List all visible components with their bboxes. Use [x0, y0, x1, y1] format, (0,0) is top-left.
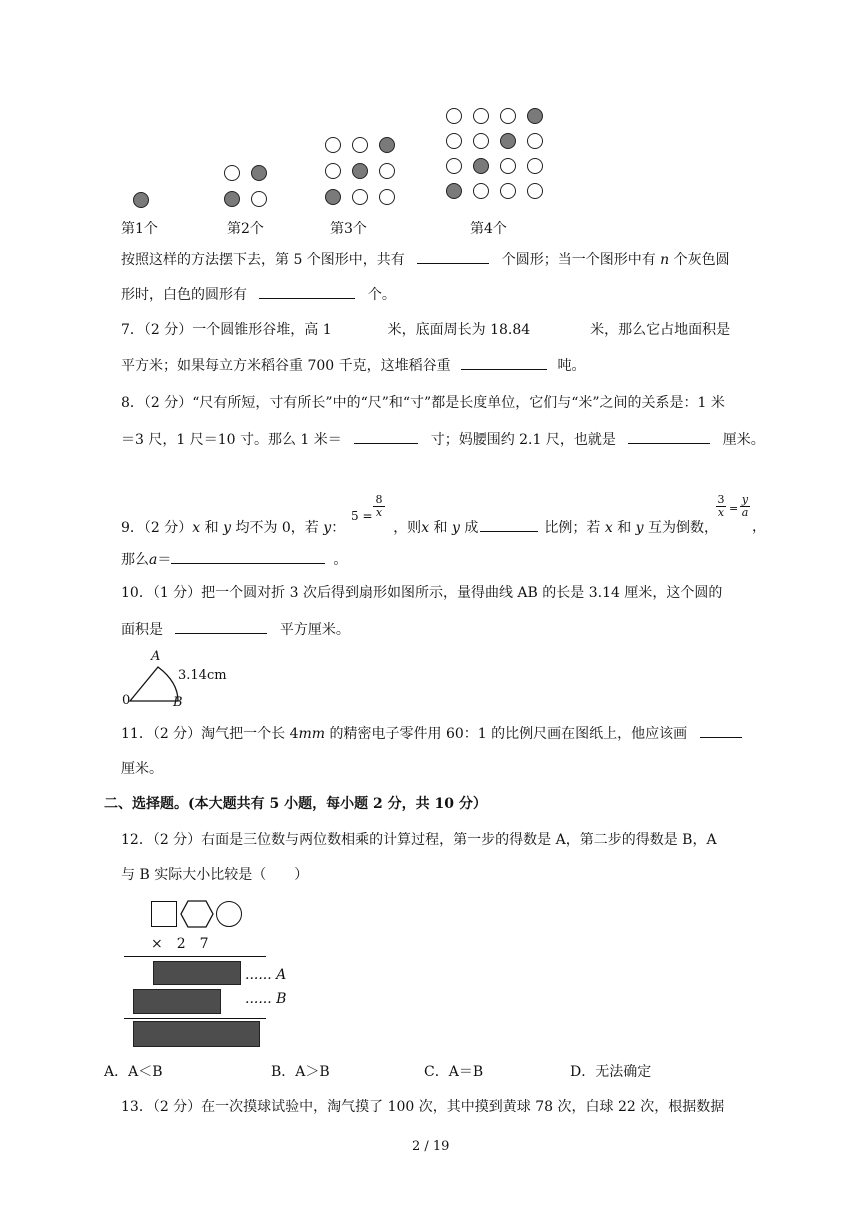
- partial-product-a: [153, 961, 241, 985]
- gray-circle: [527, 108, 543, 124]
- white-circle: [500, 183, 516, 199]
- q9-text: 和: [617, 520, 632, 536]
- fraction-denominator: x: [717, 506, 725, 519]
- q9-text: ：: [331, 520, 346, 536]
- figure-label: 第2个: [227, 221, 264, 237]
- white-circle: [473, 108, 489, 124]
- white-circle: [352, 189, 368, 205]
- q10-text: 面积是: [121, 622, 163, 638]
- q9-var-x: x: [604, 520, 613, 536]
- q6-text: 个灰色圆: [673, 252, 730, 268]
- white-circle: [251, 191, 267, 207]
- figure-label: 第1个: [121, 221, 158, 237]
- fraction-numerator: 3: [717, 493, 725, 506]
- fraction-numerator: 8: [375, 493, 383, 506]
- gray-circle: [251, 165, 267, 181]
- label-a: ...... A: [245, 967, 287, 983]
- q9-text: 互为倒数，: [648, 520, 719, 536]
- white-circle: [325, 163, 341, 179]
- multiplication-figure: [0, 895, 868, 1055]
- q6-line-2: [121, 284, 396, 305]
- fraction-denominator: a: [741, 506, 749, 519]
- q9-var-y: y: [223, 520, 231, 536]
- final-product: [133, 1021, 260, 1047]
- answer-blank[interactable]: [259, 284, 355, 299]
- circle-pattern-figure: [0, 0, 868, 240]
- q6-text: 个圆形；当一个图形中有: [501, 252, 656, 268]
- q8-text: 8．（2 分）“尺有所短，寸有所长”中的“尺”和“寸”都是长度单位，它们与“米”之间的关系是：1 米: [121, 395, 725, 411]
- q9-text: 比例；若: [544, 520, 601, 536]
- figure-label: 第4个: [470, 221, 507, 237]
- q9-line-1: [121, 517, 718, 538]
- q7-text: 平方米；如果每立方米稻谷重 700 千克，这堆稻谷重: [121, 358, 451, 374]
- product-line: [124, 956, 266, 957]
- q13-text: 13．（2 分）在一次摸球试验中，淘气摸了 100 次，其中摸到黄球 78 次，白球 22 次，根据数据: [121, 1099, 725, 1115]
- q7-text: 7．（2 分）一个圆锥形谷堆，高 1: [121, 322, 332, 338]
- q9-var-y: y: [323, 520, 332, 536]
- q9-eq-fraction: [373, 494, 385, 519]
- gray-circle: [379, 137, 395, 153]
- partial-product-b: [133, 989, 221, 1014]
- answer-blank[interactable]: [171, 549, 325, 564]
- white-circle: [352, 137, 368, 153]
- q9-equation-1: [351, 494, 391, 534]
- q10-text: 平方厘米。: [279, 622, 350, 638]
- q9-text: 和: [204, 520, 219, 536]
- white-circle: [446, 133, 462, 149]
- q12-text: 12．（2 分）右面是三位数与两位数相乘的计算过程，第一步的得数是 A，第二步的得数是 B，A: [121, 832, 717, 848]
- q7-text: 米，那么它占地面积是: [590, 322, 731, 338]
- answer-blank[interactable]: [354, 429, 418, 444]
- q7-text: 吨。: [557, 358, 586, 374]
- q9-text: ＝: [157, 552, 172, 568]
- white-circle: [500, 158, 516, 174]
- gray-circle: [325, 189, 341, 205]
- white-circle: [473, 133, 489, 149]
- q9-text: 成: [464, 520, 479, 536]
- multiplier-row: × 2 7: [151, 936, 209, 952]
- q7-text: 米，底面周长为 18.84: [387, 322, 531, 338]
- q9-text: ，则: [393, 520, 422, 536]
- gray-circle: [473, 158, 489, 174]
- white-circle: [527, 158, 543, 174]
- white-circle: [224, 165, 240, 181]
- answer-blank[interactable]: [461, 355, 547, 370]
- answer-blank[interactable]: [175, 619, 267, 634]
- sector-label-a: A: [151, 649, 161, 664]
- q12-line-2: [121, 865, 308, 885]
- answer-blank[interactable]: [700, 723, 742, 738]
- q9-line-2: [121, 549, 347, 570]
- figure-label: 第3个: [330, 221, 367, 237]
- q8-line-1: [121, 393, 725, 413]
- option-d[interactable]: D．无法确定: [570, 1064, 652, 1080]
- q8-line-2: [121, 429, 765, 450]
- q7-line-2: [121, 355, 586, 376]
- sector-shape: [130, 667, 178, 701]
- white-circle: [325, 137, 341, 153]
- fraction-numerator: y: [741, 493, 749, 506]
- white-circle: [379, 189, 395, 205]
- q11-unit-mm: mm: [298, 726, 326, 742]
- q9-var-x: x: [192, 520, 201, 536]
- gray-circle: [352, 163, 368, 179]
- q9-comma: ，: [752, 519, 766, 535]
- q13-line-1: [121, 1097, 724, 1117]
- q10-line-2: [121, 619, 350, 640]
- option-c[interactable]: C．A＝B: [424, 1064, 484, 1080]
- white-circle: [527, 133, 543, 149]
- white-circle: [446, 108, 462, 124]
- q9-text: 。: [333, 552, 348, 568]
- label-b: ...... B: [245, 991, 287, 1007]
- q9-eq-fraction: [740, 494, 750, 519]
- gray-circle: [446, 183, 462, 199]
- answer-blank[interactable]: [417, 249, 489, 264]
- gray-circle: [500, 133, 516, 149]
- q6-line-1: [121, 249, 730, 270]
- white-circle: [527, 183, 543, 199]
- sector-label-o: 0: [122, 693, 131, 708]
- q6-text: 个。: [367, 287, 396, 303]
- sum-line: [124, 1018, 266, 1019]
- sector-label-b: B: [173, 695, 183, 710]
- answer-blank[interactable]: [480, 517, 538, 532]
- q6-text: 形时，白色的圆形有: [121, 287, 247, 303]
- page-number: 2 / 19: [412, 1139, 450, 1154]
- white-circle: [473, 183, 489, 199]
- q9-var-y: y: [452, 520, 460, 536]
- white-circle: [446, 158, 462, 174]
- q9-text: 那么: [121, 552, 149, 568]
- answer-blank[interactable]: [628, 429, 710, 444]
- q9-var-y: y: [635, 520, 644, 536]
- q6-var-n: n: [660, 252, 670, 268]
- option-b[interactable]: B．A＞B: [271, 1064, 330, 1080]
- circle-shape: [216, 901, 242, 927]
- white-circle: [500, 108, 516, 124]
- q9-eq-fraction: [716, 494, 726, 519]
- q10-text: 10．（1 分）把一个圆对折 3 次后得到扇形如图所示，量得曲线 AB 的长是 3.14 厘米，这个圆的: [121, 585, 723, 601]
- q9-var-a: a: [149, 552, 158, 568]
- gray-circle: [224, 191, 240, 207]
- q9-text: 和: [433, 520, 448, 536]
- q11-text: 厘米。: [121, 761, 163, 777]
- gray-circle: [133, 192, 149, 208]
- q9-eq-equals: =: [729, 502, 739, 515]
- square-shape: [151, 901, 177, 927]
- option-a[interactable]: A．A＜B: [104, 1064, 163, 1080]
- q9-text: 均不为 0，若: [235, 520, 319, 536]
- sector-label-len: 3.14cm: [178, 668, 227, 683]
- white-circle: [379, 163, 395, 179]
- hexagon-shape: [180, 900, 214, 928]
- q12-line-1: [121, 830, 717, 850]
- q9-eq-left: 5 =: [351, 509, 373, 523]
- section-heading: 二、选择题。(本大题共有 5 小题，每小题 2 分，共 10 分）: [104, 796, 487, 812]
- q11-text: 11．（2 分）淘气把一个长 4: [121, 726, 299, 742]
- q9-var-x: x: [421, 520, 430, 536]
- fraction-denominator: x: [375, 506, 383, 519]
- q8-text: 寸；妈腰围约 2.1 尺，也就是: [430, 432, 616, 448]
- q8-text: 厘米。: [722, 432, 765, 448]
- q10-line-1: [121, 583, 722, 603]
- q11-text: 的精密电子零件用 60：1 的比例尺画在图纸上，他应该画: [329, 726, 688, 742]
- q6-text: 按照这样的方法摆下去，第 5 个图形中，共有: [121, 252, 405, 268]
- q11-line-2: [121, 759, 163, 779]
- q12-text: 与 B 实际大小比较是（ ）: [121, 867, 309, 883]
- q8-text: ＝3 尺，1 尺＝10 寸。那么 1 米＝: [121, 432, 342, 448]
- q11-line-1: [121, 723, 742, 744]
- q9-text: 9．（2 分）: [121, 520, 193, 536]
- q7-line-1: [121, 320, 730, 340]
